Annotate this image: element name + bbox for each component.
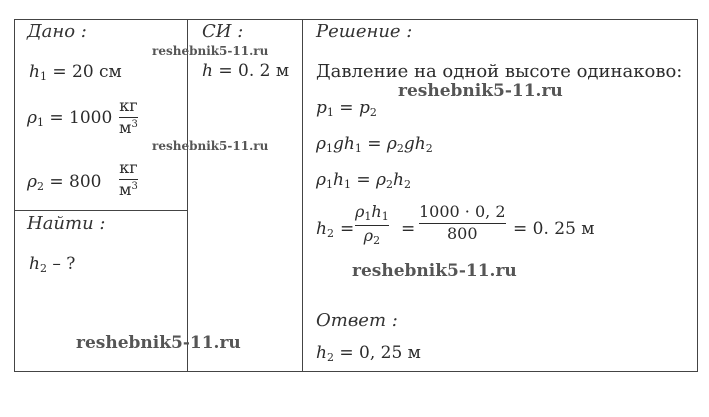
answer-header: Ответ : [316,310,398,331]
si-header: СИ : [202,21,244,42]
find-h2: $h_2$ – ? [29,254,76,275]
solution-statement: Давление на одной высоте одинаково: [316,61,683,82]
watermark-1: reshebnik5-11.ru [152,44,269,58]
watermark-3: reshebnik5-11.ru [398,81,563,101]
given-rho2: $\rho_2 = 800$ [27,172,102,193]
given-h1: $h_1 = 20$ см [29,62,122,83]
solution-fraction-2: 1000 · 0, 2 800 [419,202,506,243]
given-header: Дано : [27,21,87,42]
solution-fraction-1: $\rho_1h_1$ $\rho_2$ [355,202,389,247]
given-rho1-unit: кг $м^3$ [119,96,138,137]
solution-header: Решение : [316,21,413,42]
column-divider-si-solution [302,20,303,371]
solution-line-4-eq2: = [401,219,416,239]
answer-h2: $h_2 = 0$, 25 м [316,343,421,364]
watermark-4: reshebnik5-11.ru [352,261,517,281]
column-divider-given-si [187,20,188,371]
solution-line-1: $p_1 = p_2$ [316,98,377,119]
solution-line-2: $\rho_1gh_1 = \rho_2gh_2$ [316,134,433,155]
given-rho1: $\rho_1 = 1000$ [27,108,113,129]
solution-line-3: $\rho_1h_1 = \rho_2h_2$ [316,170,411,191]
watermark-2: reshebnik5-11.ru [152,139,269,153]
si-h: h = 0. 2 м [202,61,290,81]
watermark-5: reshebnik5-11.ru [76,333,241,353]
solution-line-4-lhs: $h_2$ = [316,219,355,240]
solution-line-4-result: = 0. 25 м [513,219,595,239]
find-header: Найти : [27,213,106,234]
given-rho2-unit: кг $м^3$ [119,158,138,199]
row-divider-given-find [15,210,187,211]
